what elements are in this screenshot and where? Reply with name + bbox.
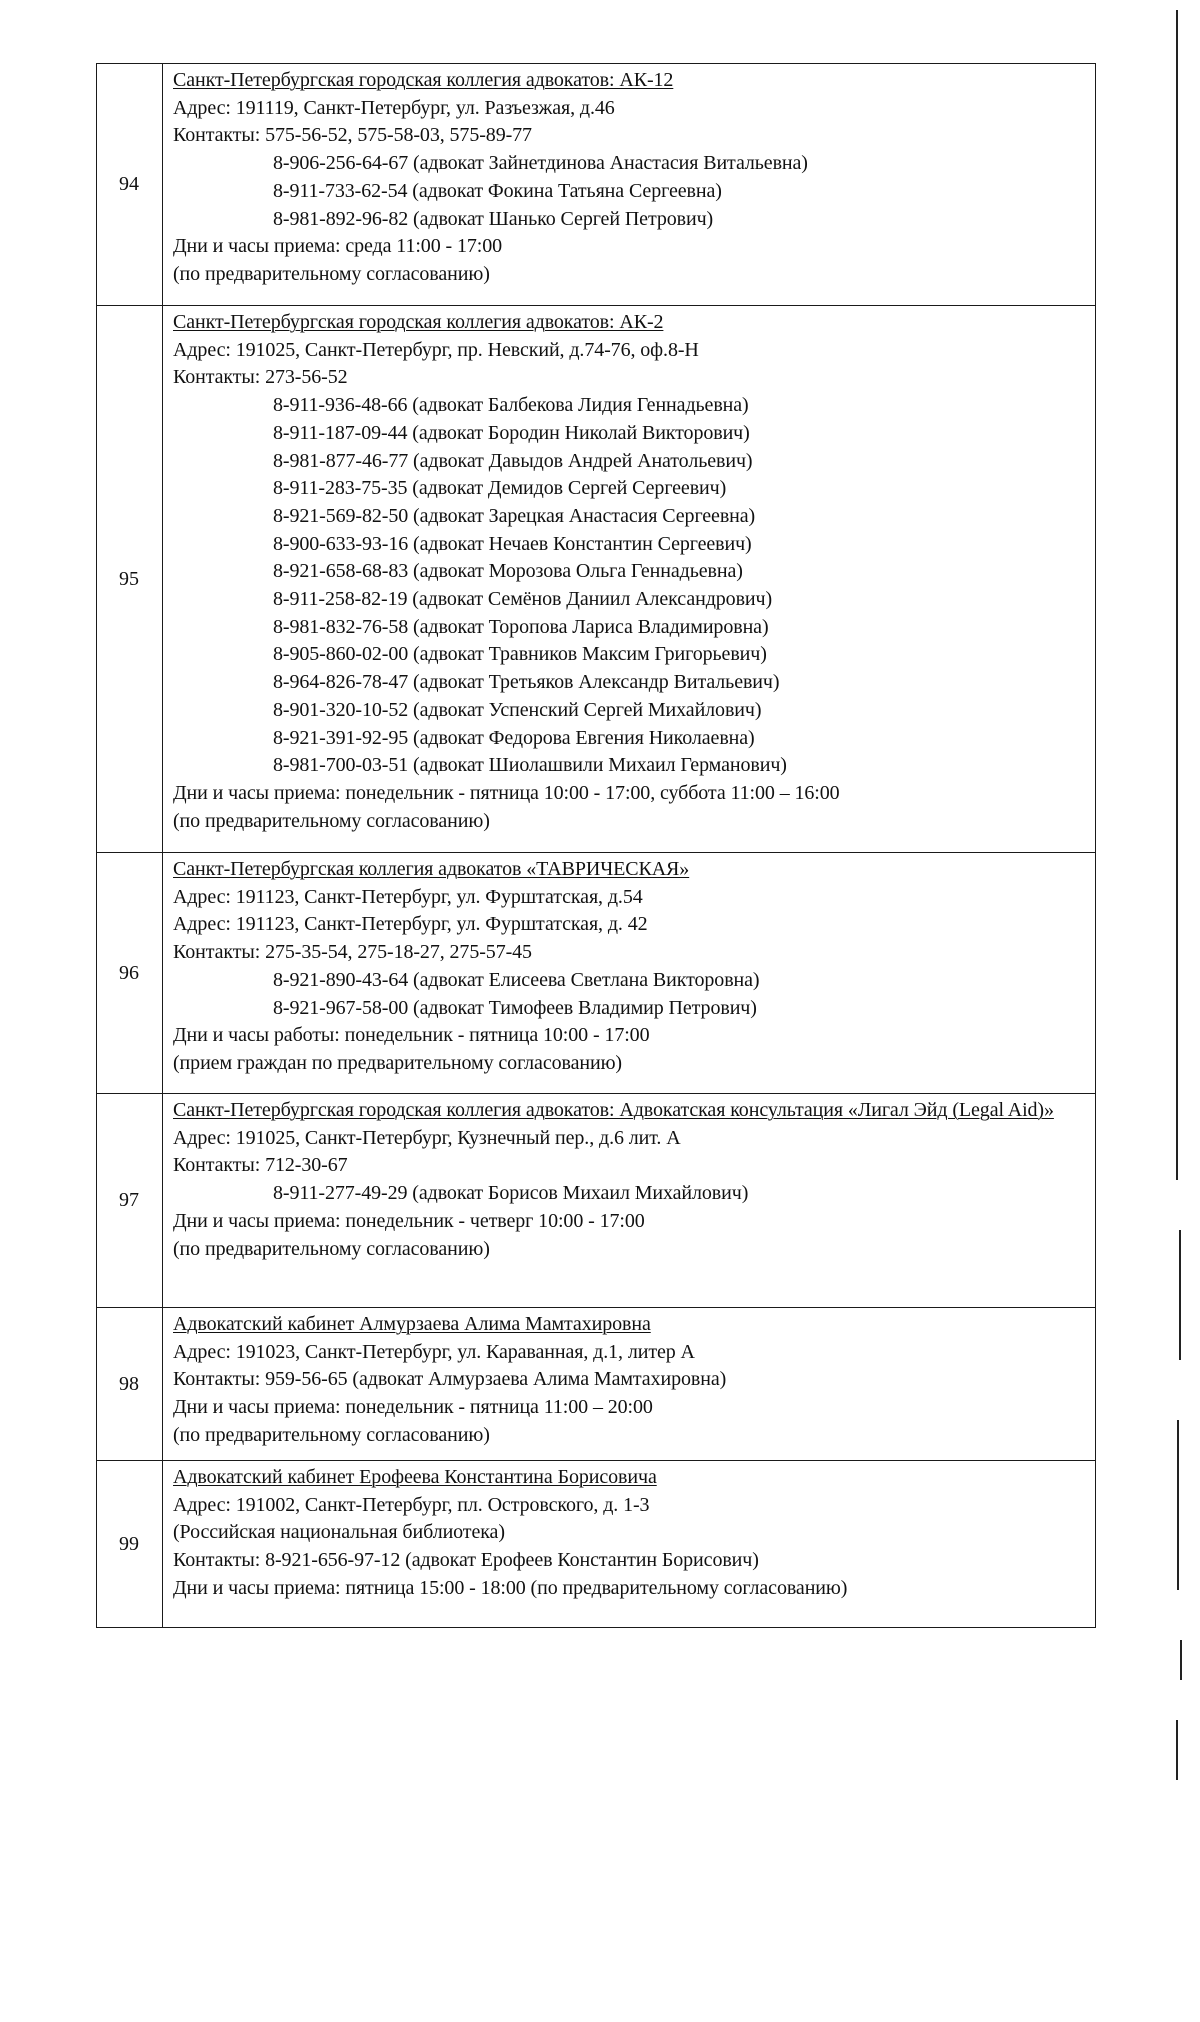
phone-line: 8-905-860-02-00 (адвокат Травников Максим Григорьевич) <box>273 643 767 666</box>
entry-number: 97 <box>97 1094 163 1308</box>
attorneys-table <box>96 63 1096 1628</box>
detail-line: (прием граждан по предварительному согласованию) <box>173 1051 622 1074</box>
detail-line: Дни и часы приема: понедельник - пятница 11:00 – 20:00 <box>173 1396 653 1419</box>
scan-edge-line <box>1179 1230 1181 1360</box>
phone-line: 8-964-826-78-47 (адвокат Третьяков Александр Витальевич) <box>273 671 780 694</box>
detail-line: Адрес: 191119, Санкт-Петербург, ул. Разъезжая, д.46 <box>173 96 615 119</box>
detail-line: Контакты: 712-30-67 <box>173 1154 348 1177</box>
detail-line: Дни и часы приема: понедельник - четверг 10:00 - 17:00 <box>173 1209 645 1232</box>
phone-line: 8-911-283-75-35 (адвокат Демидов Сергей Сергеевич) <box>273 477 727 500</box>
detail-line: Адрес: 191002, Санкт-Петербург, пл. Островского, д. 1-3 <box>173 1493 650 1516</box>
scan-edge-line <box>1176 1720 1178 1780</box>
detail-line: Адрес: 191123, Санкт-Петербург, ул. Фурштатская, д. 42 <box>173 913 648 936</box>
detail-line: (по предварительному согласованию) <box>173 1423 490 1446</box>
entry-row <box>97 1308 1096 1461</box>
entry-details <box>163 306 1096 853</box>
org-name: Санкт-Петербургская городская коллегия адвокатов: Адвокатская консультация «Лигал Эйд (Legal Aid)» <box>173 1099 1054 1121</box>
phone-line: 8-911-277-49-29 (адвокат Борисов Михаил Михайлович) <box>273 1182 749 1205</box>
phone-line: 8-981-892-96-82 (адвокат Шанько Сергей Петрович) <box>273 207 714 230</box>
entry-details <box>163 64 1096 306</box>
org-name: Адвокатский кабинет Ерофеева Константина Борисовича <box>173 1466 657 1488</box>
detail-line: Адрес: 191025, Санкт-Петербург, пр. Невский, д.74-76, оф.8-Н <box>173 338 699 361</box>
detail-line: Адрес: 191123, Санкт-Петербург, ул. Фурштатская, д.54 <box>173 885 643 908</box>
detail-line: Адрес: 191025, Санкт-Петербург, Кузнечный пер., д.6 лит. А <box>173 1126 681 1149</box>
phone-line: 8-901-320-10-52 (адвокат Успенский Сергей Михайлович) <box>273 698 762 721</box>
phone-line: 8-911-187-09-44 (адвокат Бородин Николай Викторович) <box>273 421 750 444</box>
entry-row <box>97 1461 1096 1628</box>
detail-line: Дни и часы работы: понедельник - пятница 10:00 - 17:00 <box>173 1024 650 1047</box>
phone-line: 8-921-967-58-00 (адвокат Тимофеев Владимир Петрович) <box>273 996 757 1019</box>
detail-line: (по предварительному согласованию) <box>173 262 490 285</box>
detail-line: Контакты: 575-56-52, 575-58-03, 575-89-77 <box>173 124 532 147</box>
entry-details <box>163 1308 1096 1461</box>
entry-number: 99 <box>97 1461 163 1628</box>
entry-number: 94 <box>97 64 163 306</box>
detail-line: (Российская национальная библиотека) <box>173 1521 505 1544</box>
detail-line: Контакты: 273-56-52 <box>173 366 348 389</box>
phone-line: 8-981-832-76-58 (адвокат Торопова Лариса Владимировна) <box>273 615 769 638</box>
phone-line: 8-921-890-43-64 (адвокат Елисеева Светлана Викторовна) <box>273 968 760 991</box>
entry-number: 96 <box>97 853 163 1094</box>
phone-line: 8-981-700-03-51 (адвокат Шиолашвили Михаил Германович) <box>273 754 787 777</box>
org-name: Адвокатский кабинет Алмурзаева Алима Мамтахировна <box>173 1313 651 1335</box>
detail-line: Контакты: 959-56-65 (адвокат Алмурзаева Алима Мамтахировна) <box>173 1368 727 1391</box>
entry-row <box>97 1094 1096 1308</box>
org-name: Санкт-Петербургская коллегия адвокатов «ТАВРИЧЕСКАЯ» <box>173 858 690 880</box>
detail-line: Дни и часы приема: понедельник - пятница 10:00 - 17:00, суббота 11:00 – 16:00 <box>173 781 840 804</box>
entry-details <box>163 1461 1096 1628</box>
detail-line: Дни и часы приема: среда 11:00 - 17:00 <box>173 235 503 258</box>
phone-line: 8-906-256-64-67 (адвокат Зайнетдинова Анастасия Витальевна) <box>273 152 808 175</box>
detail-line: (по предварительному согласованию) <box>173 809 490 832</box>
phone-line: 8-900-633-93-16 (адвокат Нечаев Константин Сергеевич) <box>273 532 752 555</box>
phone-line: 8-911-936-48-66 (адвокат Балбекова Лидия Геннадьевна) <box>273 394 749 417</box>
entry-row <box>97 64 1096 306</box>
phone-line: 8-981-877-46-77 (адвокат Давыдов Андрей Анатольевич) <box>273 449 753 472</box>
table-body <box>97 64 1096 1628</box>
phone-line: 8-911-258-82-19 (адвокат Семёнов Даниил Александрович) <box>273 588 773 611</box>
phone-line: 8-921-569-82-50 (адвокат Зарецкая Анастасия Сергеевна) <box>273 504 756 527</box>
detail-line: Контакты: 275-35-54, 275-18-27, 275-57-45 <box>173 941 532 964</box>
detail-line: Дни и часы приема: пятница 15:00 - 18:00 (по предварительному согласованию) <box>173 1576 848 1599</box>
org-name: Санкт-Петербургская городская коллегия адвокатов: АК-2 <box>173 311 664 333</box>
entry-details <box>163 1094 1096 1308</box>
scan-edge-line <box>1177 1420 1179 1590</box>
phone-line: 8-911-733-62-54 (адвокат Фокина Татьяна Сергеевна) <box>273 179 722 202</box>
detail-line: (по предварительному согласованию) <box>173 1237 490 1260</box>
scan-edge-line <box>1180 1640 1182 1680</box>
detail-line: Контакты: 8-921-656-97-12 (адвокат Ерофеев Константин Борисович) <box>173 1549 759 1572</box>
entry-number: 98 <box>97 1308 163 1461</box>
entry-row <box>97 306 1096 853</box>
entry-details <box>163 853 1096 1094</box>
detail-line: Адрес: 191023, Санкт-Петербург, ул. Караванная, д.1, литер А <box>173 1340 695 1363</box>
entry-number: 95 <box>97 306 163 853</box>
scan-edge-line <box>1176 10 1178 1180</box>
phone-line: 8-921-658-68-83 (адвокат Морозова Ольга Геннадьевна) <box>273 560 743 583</box>
phone-line: 8-921-391-92-95 (адвокат Федорова Евгения Николаевна) <box>273 726 755 749</box>
org-name: Санкт-Петербургская городская коллегия адвокатов: АК-12 <box>173 69 674 91</box>
entry-row <box>97 853 1096 1094</box>
